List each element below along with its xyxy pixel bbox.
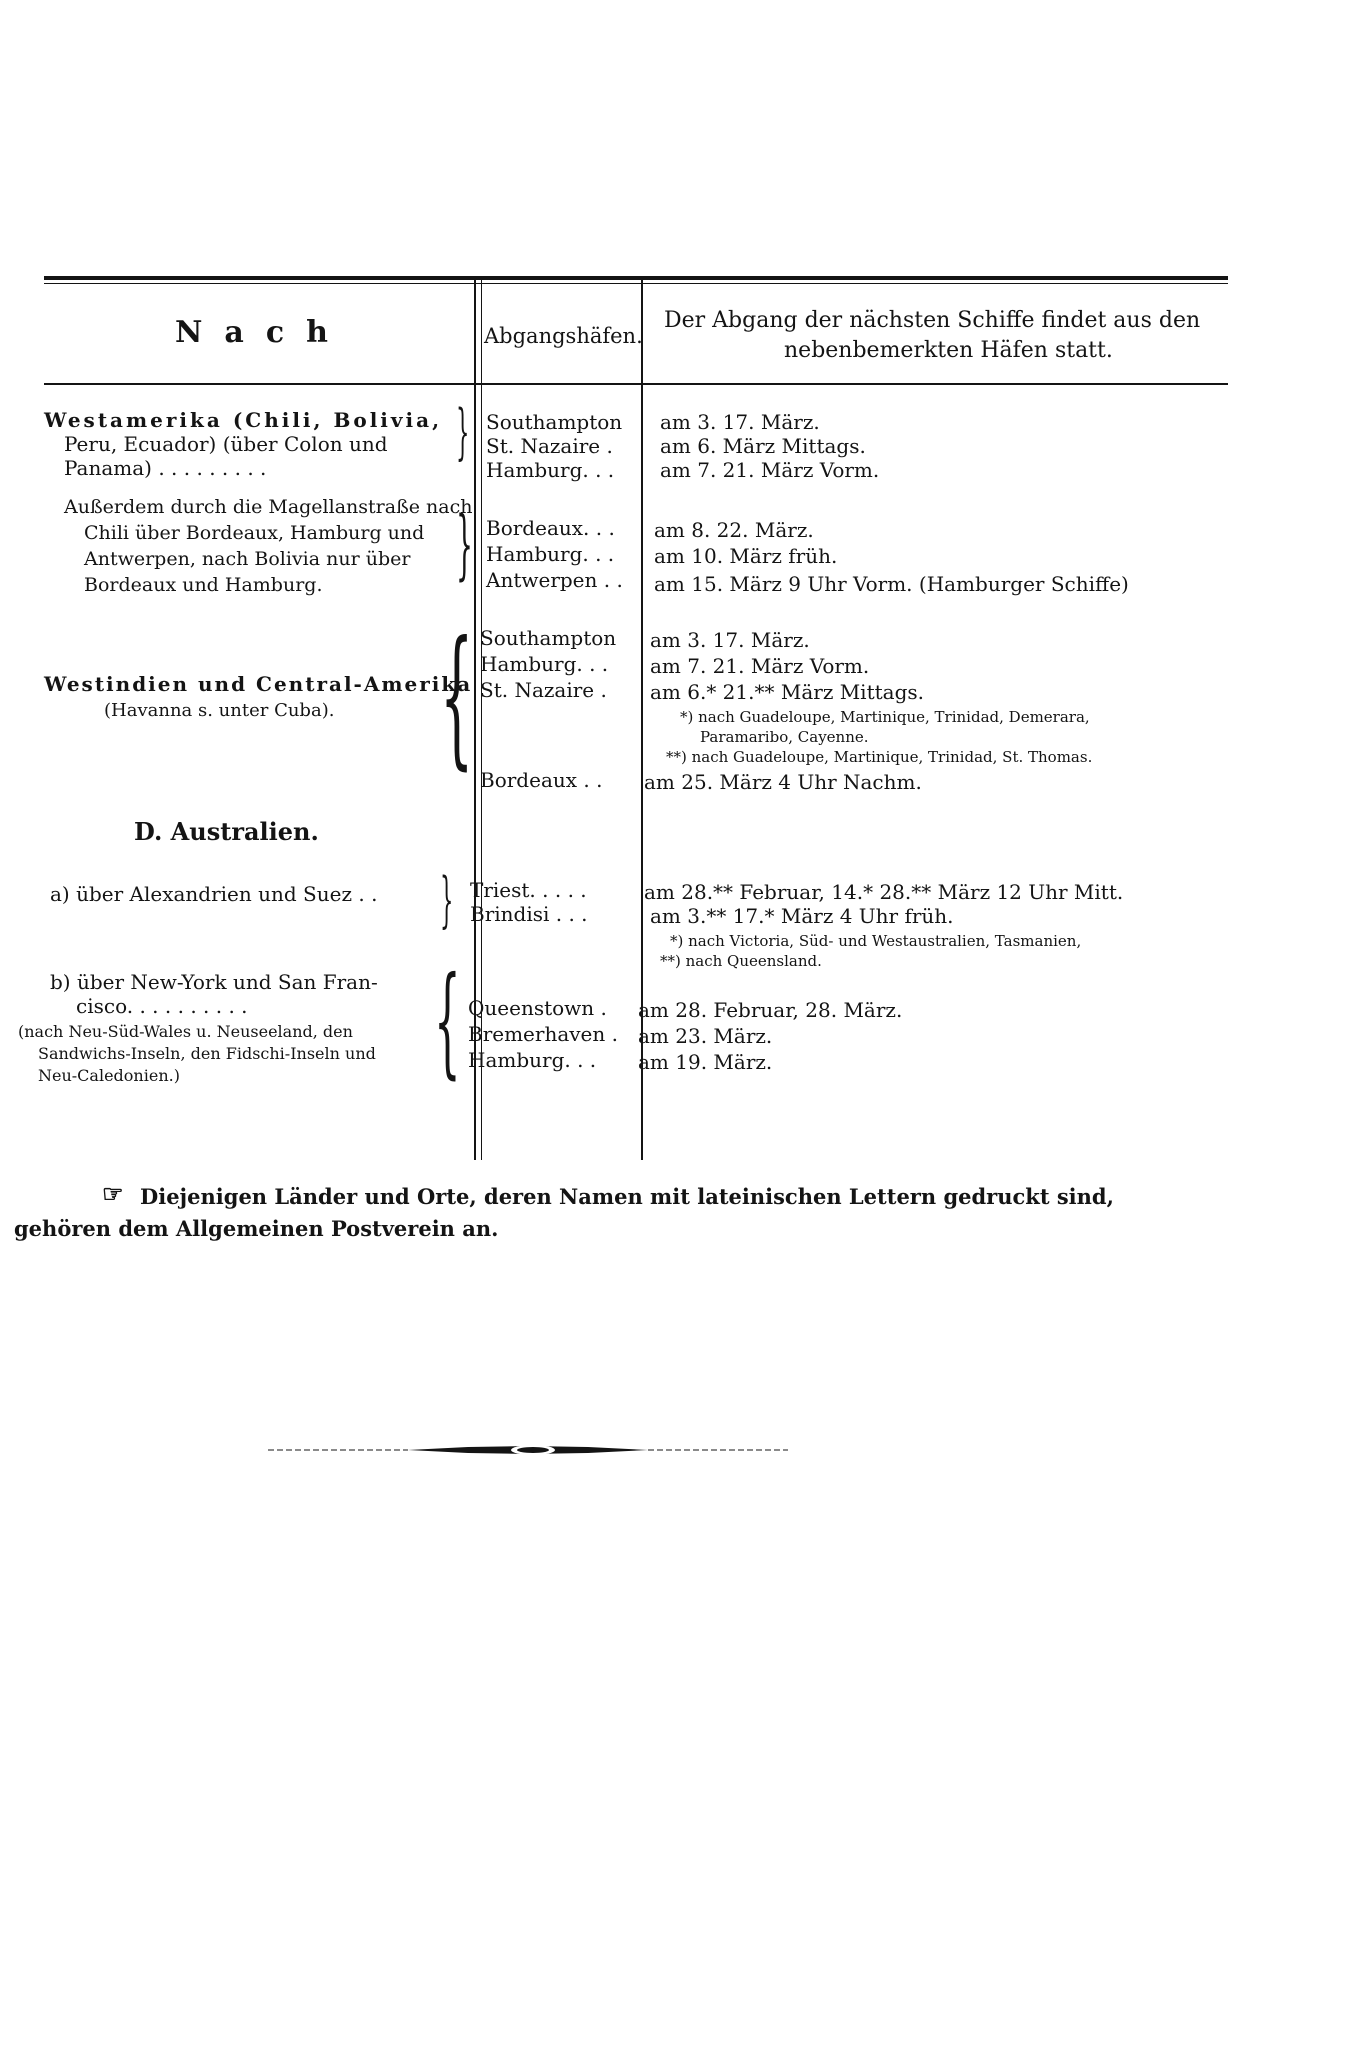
departure-time: am 28. Februar, 28. März. [638,998,903,1022]
dest-magellan-line4: Bordeaux und Hamburg. [84,574,323,596]
port: Hamburg. . . [468,1048,597,1072]
port: Hamburg. . . [486,458,615,482]
header-abgangshaefen: Abgangshäfen. [484,324,643,348]
footnote-star: *) nach Victoria, Süd- und Westaustralien, Tasmanien, [670,932,1082,950]
departure-time: am 10. März früh. [654,544,838,568]
dest-westamerika-line2: Peru, Ecuador) (über Colon und [64,432,388,456]
port: Bremerhaven . [468,1022,618,1046]
departure-time: am 19. März. [638,1050,773,1074]
ornamental-rule [268,1443,788,1457]
dest-magellan-line3: Antwerpen, nach Bolivia nur über [84,548,411,570]
departure-time: am 7. 21. März Vorm. [650,654,870,678]
footnote-line1: Diejenigen Länder und Orte, deren Namen mit lateinischen Lettern gedruckt sind, [140,1184,1114,1209]
port: Southampton [486,410,623,434]
port: St. Nazaire . [486,434,613,458]
pointing-hand-icon: ☞ [102,1179,124,1208]
brace: } [456,397,470,467]
brace: } [456,499,473,588]
port: Southampton [480,626,617,650]
dest-newyork-line1: b) über New-York und San Fran- [50,970,378,994]
departure-time: am 3.** 17.* März 4 Uhr früh. [650,904,954,928]
dest-newyork-note3: Neu-Caledonien.) [38,1066,180,1085]
footnote-star-cont: Paramaribo, Cayenne. [700,728,869,746]
header-nach: Nach [175,315,350,350]
footnote-double-star: **) nach Guadeloupe, Martinique, Trinidad, St. Thomas. [666,748,1093,766]
departure-time: am 3. 17. März. [660,410,820,434]
port: Hamburg. . . [486,542,615,566]
footnote-star: *) nach Guadeloupe, Martinique, Trinidad, Demerara, [680,708,1090,726]
dest-magellan-line1: Außerdem durch die Magellanstraße nach [64,496,473,518]
departure-time: am 15. März 9 Uhr Vorm. (Hamburger Schiffe) [654,572,1129,596]
port: Bordeaux . . [480,768,603,792]
header-abgang-line1: Der Abgang der nächsten Schiffe findet aus den [664,308,1201,333]
dest-alexandrien: a) über Alexandrien und Suez . . [50,882,378,906]
port: St. Nazaire . [480,678,607,702]
departure-time: am 3. 17. März. [650,628,810,652]
departure-time: am 25. März 4 Uhr Nachm. [644,770,922,794]
table-top-rule [44,276,1228,280]
dest-newyork-line2: cisco. . . . . . . . . . [76,994,248,1018]
departure-time: am 8. 22. März. [654,518,814,542]
port: Hamburg. . . [480,652,609,676]
section-heading-australien: D. Australien. [134,817,319,846]
dest-newyork-note1: (nach Neu-Süd-Wales u. Neuseeland, den [18,1022,353,1041]
port: Queenstown . [468,996,607,1020]
port: Brindisi . . . [470,902,588,926]
header-abgang-line2: nebenbemerkten Häfen statt. [784,338,1113,363]
departure-time: am 28.** Februar, 14.* 28.** März 12 Uhr Mitt. [644,880,1124,904]
departure-time: am 7. 21. März Vorm. [660,458,880,482]
departure-time: am 23. März. [638,1024,773,1048]
footnote-double-star: **) nach Queensland. [660,952,822,970]
brace: } [440,865,454,935]
table-top-rule-thin [44,283,1228,284]
brace: { [434,952,461,1091]
footnote-line2: gehören dem Allgemeinen Postverein an. [14,1216,499,1241]
brace: { [440,610,474,784]
dest-newyork-note2: Sandwichs-Inseln, den Fidschi-Inseln und [38,1044,376,1063]
departure-time: am 6.* 21.** März Mittags. [650,680,925,704]
port: Bordeaux. . . [486,516,615,540]
dest-westindien-line2: (Havanna s. unter Cuba). [104,700,335,721]
dest-westamerika-line1: Westamerika (Chili, Bolivia, [44,408,443,432]
departure-time: am 6. März Mittags. [660,434,866,458]
port: Antwerpen . . [486,568,623,592]
dest-westindien-line1: Westindien und Central-Amerika [44,672,473,696]
header-bottom-rule [44,383,1228,385]
port: Triest. . . . . [470,878,587,902]
dest-westamerika-line3: Panama) . . . . . . . . . [64,456,267,480]
dest-magellan-line2: Chili über Bordeaux, Hamburg und [84,522,425,544]
